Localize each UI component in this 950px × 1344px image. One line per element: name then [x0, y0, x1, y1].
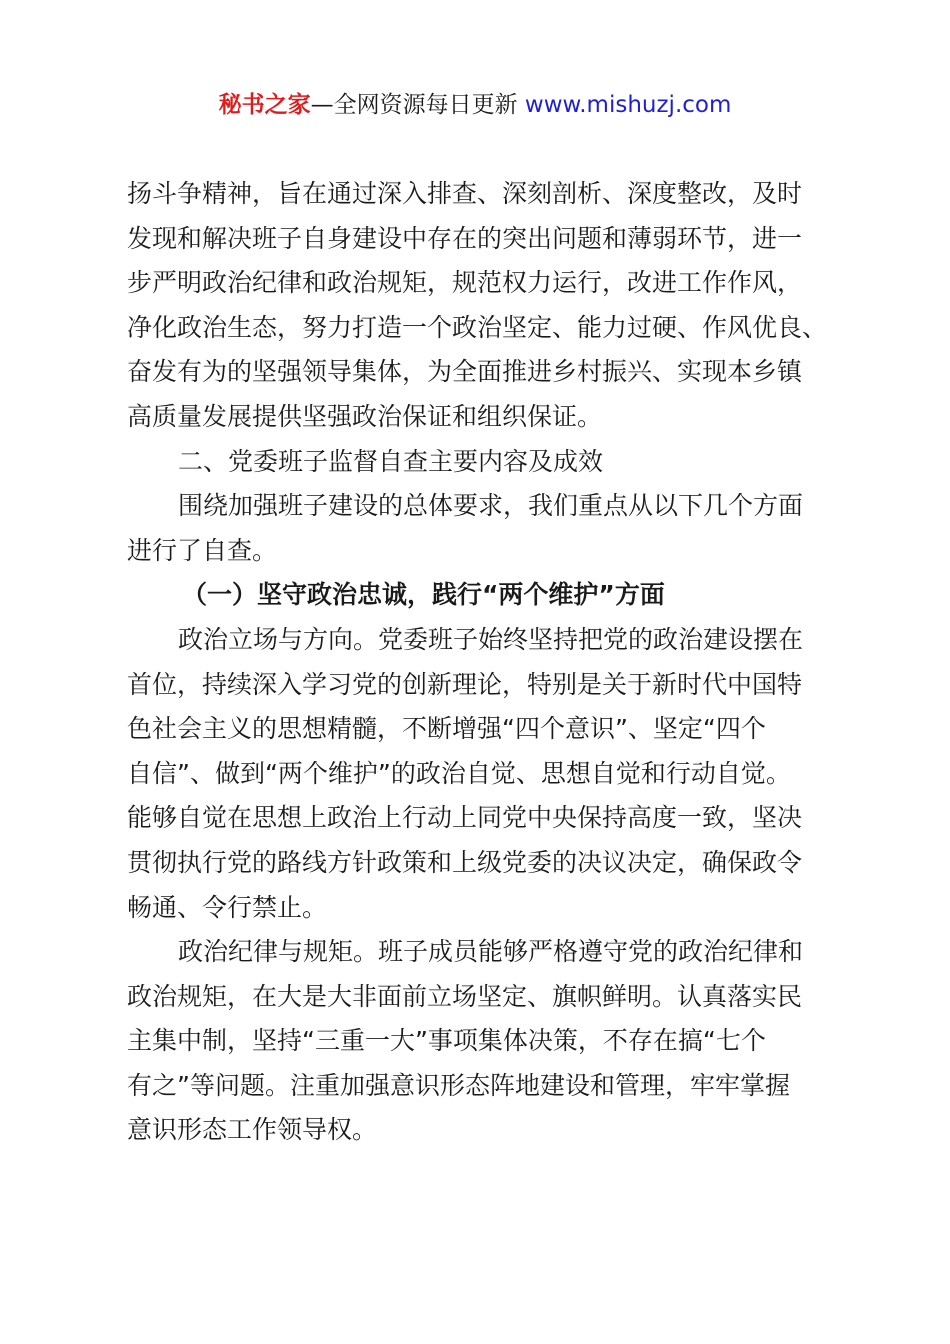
paragraph-line: 主集中制，坚持“三重一大”事项集体决策，不存在搞“七个 — [127, 1026, 766, 1056]
paragraph-line: 能够自觉在思想上政治上行动上同党中央保持高度一致，坚决 — [127, 803, 803, 833]
paragraph-line: 奋发有为的坚强领导集体，为全面推进乡村振兴、实现本乡镇 — [127, 357, 803, 387]
paragraph-line: 政治纪律与规矩。班子成员能够严格遵守党的政治纪律和 — [178, 937, 804, 967]
paragraph-line: 意识形态工作领导权。 — [127, 1115, 378, 1145]
paragraph-line: 色社会主义的思想精髓，不断增强“四个意识”、坚定“四个 — [127, 714, 766, 744]
paragraph-line: 有之”等问题。注重加强意识形态阵地建设和管理，牢牢掌握 — [127, 1070, 790, 1100]
paragraph-line: 政治立场与方向。党委班子始终坚持把党的政治建设摆在 — [178, 624, 804, 654]
paragraph-line: 高质量发展提供坚强政治保证和组织保证。 — [127, 401, 603, 431]
section-heading: 二、党委班子监督自查主要内容及成效 — [178, 446, 604, 476]
site-url: www.mishuzj.com — [524, 92, 732, 118]
subsection-heading: （一）坚守政治忠诚，践行“两个维护”方面 — [182, 580, 665, 610]
paragraph-line: 自信”、做到“两个维护”的政治自觉、思想自觉和行动自觉。 — [127, 758, 791, 788]
paragraph-line: 扬斗争精神，旨在通过深入排查、深刻剖析、深度整改，及时 — [127, 179, 803, 208]
paragraph-line: 净化政治生态，努力打造一个政治坚定、能力过硬、作风优良、 — [127, 312, 828, 342]
paragraph-line: 发现和解决班子自身建设中存在的突出问题和薄弱环节，进一 — [127, 223, 803, 253]
paragraph-line: 围绕加强班子建设的总体要求，我们重点从以下几个方面 — [178, 491, 804, 521]
paragraph-line: 政治规矩，在大是大非面前立场坚定、旗帜鲜明。认真落实民 — [127, 981, 803, 1011]
document-body — [127, 172, 839, 1153]
paragraph-line: 贯彻执行党的路线方针政策和上级党委的决议决定，确保政令 — [127, 847, 803, 877]
paragraph-line: 首位，持续深入学习党的创新理论，特别是关于新时代中国特 — [127, 669, 803, 699]
paragraph-line: 步严明政治纪律和政治规矩，规范权力运行，改进工作作风， — [127, 268, 803, 298]
header-tagline: —全网资源每日更新 — [310, 92, 518, 118]
brand-name: 秘书之家 — [218, 92, 311, 118]
page-header — [0, 88, 950, 122]
paragraph-line: 进行了自查。 — [127, 535, 278, 565]
paragraph-line: 畅通、令行禁止。 — [127, 892, 328, 922]
